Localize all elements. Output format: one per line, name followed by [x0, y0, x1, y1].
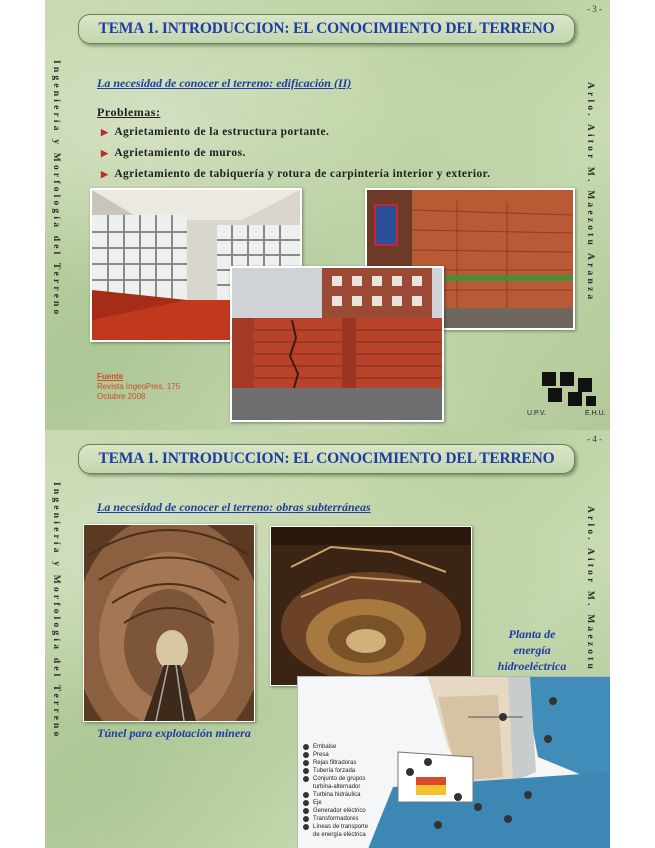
legend-item: Conjunto de grupos turbina-alternador	[303, 775, 369, 791]
legend-item: Turbina hidráulica	[303, 791, 369, 799]
bullet-arrow-icon: ▶	[101, 147, 109, 158]
page-number: - 4 -	[587, 434, 602, 444]
source-label: Fuente	[97, 372, 124, 381]
right-vertical-author: Arlo. Aitor M. Maezotu	[585, 506, 595, 672]
slide-title-box	[78, 14, 575, 44]
slide-title-box	[78, 444, 575, 474]
bullet-item: ▶ Agrietamiento de muros.	[101, 147, 246, 159]
bullet-item: ▶ Agrietamiento de la estructura portante.	[101, 126, 330, 138]
source-note	[97, 372, 180, 402]
left-vertical-course-name: Ingeniería y Morfología del Terreno	[51, 60, 61, 318]
legend-item: Eje	[303, 799, 369, 807]
slide-3	[45, 0, 610, 430]
slide-subtitle: La necesidad de conocer el terreno: edificación (II)	[97, 76, 352, 90]
photo-mining-tunnel	[83, 524, 255, 722]
caption-mining-tunnel: Túnel para explotación minera	[97, 726, 251, 740]
bullet-arrow-icon: ▶	[101, 168, 109, 179]
legend-item: Tubería forzada	[303, 767, 369, 775]
upv-label: U.P.V.	[527, 410, 546, 417]
source-journal: Revista IngeoPres, 175	[97, 382, 181, 391]
problems-label: Problemas:	[97, 105, 161, 119]
source-date: Octubre 2008	[97, 392, 146, 401]
ehu-label: E.H.U.	[585, 410, 606, 417]
legend-item: Rejas filtradoras	[303, 759, 369, 767]
left-vertical-course-name: Ingeniería y Morfología del Terreno	[51, 482, 61, 740]
caption-hydro-plant: Planta de energía hidroeléctrica	[497, 627, 567, 673]
photo-underground-excavation	[270, 526, 472, 686]
photo-cracked-brick-wall	[230, 266, 444, 422]
legend-item: Líneas de transporte de energía eléctrica	[303, 823, 369, 839]
legend-item: Presa	[303, 751, 369, 759]
bullet-item: ▶ Agrietamiento de tabiquería y rotura de carpintería interior y exterior.	[101, 168, 491, 180]
diagram-legend	[303, 743, 369, 839]
page-number: - 3 -	[587, 4, 602, 14]
legend-item: Transformadores	[303, 815, 369, 823]
legend-item: Generador eléctrico	[303, 807, 369, 815]
legend-item: Embalse	[303, 743, 369, 751]
slide-4	[45, 430, 610, 848]
slide-title: TEMA 1. INTRODUCCION: EL CONOCIMIENTO DEL TERRENO	[98, 20, 555, 37]
right-vertical-author: Arlo. Aitor M. Maezotu Aranza	[585, 82, 595, 303]
slide-title: TEMA 1. INTRODUCCION: EL CONOCIMIENTO DEL TERRENO	[98, 450, 555, 467]
bullet-arrow-icon: ▶	[101, 126, 109, 137]
slide-subtitle: La necesidad de conocer el terreno: obras subterráneas	[97, 500, 371, 514]
